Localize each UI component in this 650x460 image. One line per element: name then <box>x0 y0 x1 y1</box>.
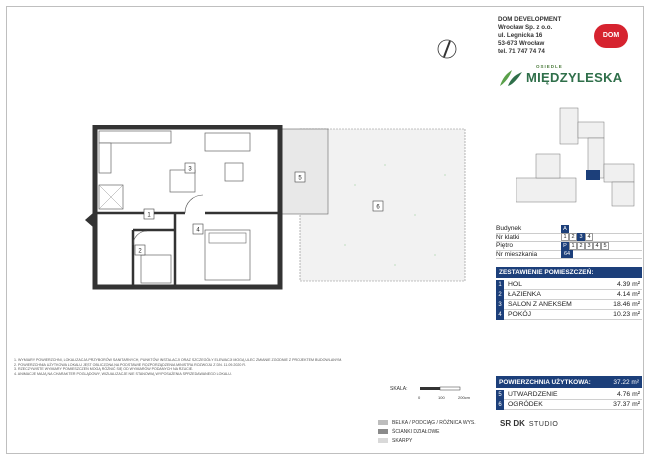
building-value: A <box>561 225 569 233</box>
room-label-2: 2 <box>138 248 142 255</box>
legend-swatch <box>378 429 388 434</box>
room-number: 4 <box>496 310 504 320</box>
company-line1: Wrocław Sp. z o.o. <box>498 24 553 31</box>
room-name: POKÓJ <box>508 311 532 318</box>
company-line2: ul. Legnicka 16 <box>498 32 543 39</box>
stair-cell: 1 <box>561 233 569 241</box>
apartment-highlight <box>586 170 600 180</box>
stair-cell-selected: 3 <box>577 233 585 241</box>
room-area: 4.39 m² <box>616 281 640 288</box>
room-number: 2 <box>496 290 504 300</box>
dom-logo: DOM <box>594 24 628 48</box>
entrance-arrow-icon <box>85 213 93 227</box>
room-area: 10.23 m² <box>613 311 640 318</box>
apartment-label: Nr mieszkania <box>496 250 538 258</box>
attributes-table <box>496 225 642 259</box>
legend-item <box>378 427 476 436</box>
legend-label: ŚCIANKI DZIAŁOWE <box>392 428 440 435</box>
stair-label: Nr klatki <box>496 233 520 241</box>
floor-cell-selected: P <box>561 242 569 250</box>
legend-item <box>378 418 476 427</box>
room-row <box>496 300 642 310</box>
room-name: HOL <box>508 281 522 288</box>
floor-label: Piętro <box>496 242 513 250</box>
floor-cell: 3 <box>585 242 593 250</box>
building-row <box>496 225 642 234</box>
floor-cell: 2 <box>577 242 585 250</box>
room-label-4: 4 <box>196 227 200 234</box>
floor-cell: 1 <box>569 242 577 250</box>
extra-row <box>496 400 642 410</box>
room-name: SALON Z ANEKSEM <box>508 301 572 308</box>
floor-row <box>496 242 642 251</box>
extra-row <box>496 390 642 400</box>
room-label-3: 3 <box>188 166 192 173</box>
room-area: 18.46 m² <box>613 301 640 308</box>
extra-area: 4.76 m² <box>616 391 640 398</box>
note-item: 3. RZECZYWISTE WYMIARY POMIESZCZEŃ MOGĄ RÓŻNIĆ SIĘ OD WYMIARÓW PODANYCH NA RZUCIE. <box>14 367 194 372</box>
note-item: 2. POWIERZCHNIA UŻYTKOWA LOKALU JEST OBLICZONA NA PODSTAWIE ROZPORZĄDZENIA MINISTRA ROZWOJU Z DN. 11.09.2020 R. <box>14 362 246 367</box>
extra-name: UTWARDZENIE <box>508 391 558 398</box>
floor-cell: 5 <box>601 242 609 250</box>
apartment-row <box>496 251 642 260</box>
usable-area-value: 37.22 m² <box>613 378 639 386</box>
legend-item <box>378 436 476 445</box>
studio-mark: SR DK <box>500 419 525 428</box>
stair-cell: 2 <box>569 233 577 241</box>
key-plan <box>516 104 640 212</box>
note-item: 4. ANIMACJE MAJĄ NA CHARAKTER POGLĄDOWY, WIZUALIZACJE NIE STANOWIĄ WYPOSAŻENIA SPRZEDAWANEGO LOKALU. <box>14 371 232 376</box>
apartment-value: 64 <box>561 250 573 258</box>
scale-label: SKALA: <box>390 386 408 392</box>
extra-number: 6 <box>496 400 504 410</box>
extra-number: 5 <box>496 390 504 400</box>
north-arrow-icon <box>436 38 458 60</box>
room-number: 1 <box>496 280 504 290</box>
scale-bar <box>390 386 471 400</box>
room-row <box>496 280 642 290</box>
room-area: 4.14 m² <box>616 291 640 298</box>
company-line3: 53-673 Wrocław <box>498 40 545 47</box>
building-label: Budynek <box>496 225 522 233</box>
room-label-6: 6 <box>376 204 380 211</box>
company-info <box>498 16 561 56</box>
brand-logo <box>496 64 636 92</box>
terrace-area <box>280 129 328 214</box>
legend-label: BELKA / PODCIĄG / RÓŻNICA WYS. <box>392 419 476 426</box>
legend-label: SKARPY <box>392 437 413 444</box>
notes-block <box>14 358 384 376</box>
room-name: ŁAZIENKA <box>508 291 541 298</box>
room-label-5: 5 <box>298 175 302 182</box>
room-row <box>496 310 642 320</box>
extra-name: OGRÓDEK <box>508 401 543 408</box>
scale-tick: 100 <box>438 395 445 400</box>
rooms-heading: ZESTAWIENIE POMIESZCZEŃ: <box>496 267 642 278</box>
floor-plan <box>85 125 470 305</box>
studio-name: STUDIO <box>528 420 559 428</box>
company-name: DOM DEVELOPMENT <box>498 16 562 23</box>
stair-row <box>496 234 642 243</box>
brand-small: OSIEDLE <box>536 64 563 69</box>
scale-tick: 0 <box>418 395 421 400</box>
scale-tick: 200cm <box>458 395 471 400</box>
note-item: 1. WYMIARY POWIERZCHNI, LOKALIZACJA PRZYBORÓW SANITARNYCH, PUNKTÓW INSTALACJI ORAZ SZCZEGÓŁY ELEWACJI MOGĄ ULEC ZMIANIE ZGODNIE Z PROJEKTEM BUDOWLANYM. <box>14 358 343 362</box>
company-phone: tel. 71 747 74 74 <box>498 48 545 55</box>
legend <box>378 418 476 445</box>
extra-area: 37.37 m² <box>613 401 640 408</box>
leaf-icon <box>498 68 524 88</box>
usable-area-bar <box>496 376 642 388</box>
legend-swatch <box>378 438 388 443</box>
floor-cell: 4 <box>593 242 601 250</box>
legend-swatch <box>378 420 388 425</box>
brand-big: MIĘDZYLESKA <box>526 70 623 85</box>
room-row <box>496 290 642 300</box>
usable-area-label: POWIERZCHNIA UŻYTKOWA: <box>499 378 591 386</box>
stair-cell: 4 <box>585 233 593 241</box>
room-label-1: 1 <box>147 212 151 219</box>
studio-logo <box>500 420 558 428</box>
room-number: 3 <box>496 300 504 310</box>
